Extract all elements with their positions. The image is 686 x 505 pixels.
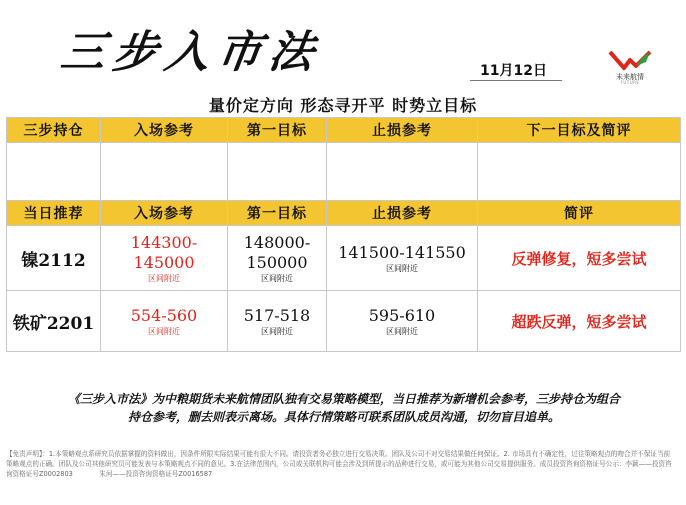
column-header: 止损参考 — [327, 118, 478, 143]
column-header: 入场参考 — [101, 201, 228, 226]
table-cell — [327, 143, 478, 201]
stop-value: 141500-141550 — [338, 242, 466, 262]
page-subtitle: 量价定方向 形态寻开平 时势立目标 — [208, 96, 478, 115]
disclaimer-text: 【免责声明】：1.本策略观点系研究员依据掌握的资料做出，因条件所限实际结果可能有很大不同。请投资者务必独立进行交易决策。团队及公司不对交易结果做任何保证。2. 市场具有不确定性，过往策略观点的吻合并不保证当前策略观点的正确。团队及公司其他研究员可能发表与本策略观点不同的意见。3.在法律范围内，公司或关联机构可能会涉及到所提示的品种进行交易，或可能为其他公司交易提供服务。成员投资咨询资格证号公示：李颖——投资咨询资格证号Z0002803 朱河——投资咨询资格证号Z0016587 — [6, 450, 672, 478]
table-cell — [228, 143, 327, 201]
column-header: 第一目标 — [228, 201, 327, 226]
column-header: 简评 — [478, 201, 681, 226]
column-header: 第一目标 — [228, 118, 327, 143]
entry-note: 区间附近 — [148, 273, 180, 283]
stop-cell — [327, 226, 478, 291]
entry-cell — [101, 291, 228, 352]
column-header: 三步持仓 — [7, 118, 101, 143]
stop-cell — [327, 291, 478, 352]
column-header: 止损参考 — [327, 201, 478, 226]
strategy-table — [6, 117, 681, 352]
table-row — [7, 226, 681, 291]
brand-logo-text: 未来航情 — [616, 73, 644, 81]
description-line: 《三步入市法》为中粮期货未来航情团队独有交易策略模型，当日推荐为新增机会参考，三步持仓为组合 — [67, 392, 620, 406]
target-note: 区间附近 — [261, 273, 293, 283]
stop-value: 595-610 — [368, 305, 436, 325]
table-row — [7, 291, 681, 352]
holdings-header-row — [7, 118, 681, 143]
target-value: 148000- — [243, 232, 311, 252]
stop-note: 区间附近 — [386, 326, 418, 336]
table-cell — [7, 143, 101, 201]
symbol-cell: 铁矿2201 — [7, 291, 101, 352]
brand-logo-subtext: FUTURE — [620, 80, 640, 85]
entry-value: 145000 — [133, 252, 195, 272]
today-header-row — [7, 201, 681, 226]
target-cell — [228, 291, 327, 352]
entry-value: 554-560 — [130, 305, 198, 325]
holdings-empty-row — [7, 143, 681, 201]
comment-cell: 超跌反弹，短多尝试 — [478, 291, 681, 352]
target-cell — [228, 226, 327, 291]
table-cell — [478, 143, 681, 201]
date-underline — [470, 80, 562, 81]
entry-note: 区间附近 — [148, 326, 180, 336]
page-title: 三步入市法 — [57, 27, 325, 78]
target-value: 150000 — [246, 252, 308, 272]
report-date: 11月12日 — [480, 63, 547, 79]
strategy-description — [14, 390, 674, 426]
description-line: 持仓参考，删去则表示离场。具体行情策略可联系团队成员沟通，切勿盲目追单。 — [127, 410, 560, 424]
entry-cell — [101, 226, 228, 291]
target-value: 517-518 — [243, 305, 311, 325]
comment-cell: 反弹修复，短多尝试 — [478, 226, 681, 291]
entry-value: 144300- — [130, 232, 198, 252]
column-header: 下一目标及简评 — [478, 118, 681, 143]
column-header: 入场参考 — [101, 118, 228, 143]
stop-note: 区间附近 — [386, 263, 418, 273]
table-cell — [101, 143, 228, 201]
target-note: 区间附近 — [261, 326, 293, 336]
symbol-cell: 镍2112 — [7, 226, 101, 291]
column-header: 当日推荐 — [7, 201, 101, 226]
